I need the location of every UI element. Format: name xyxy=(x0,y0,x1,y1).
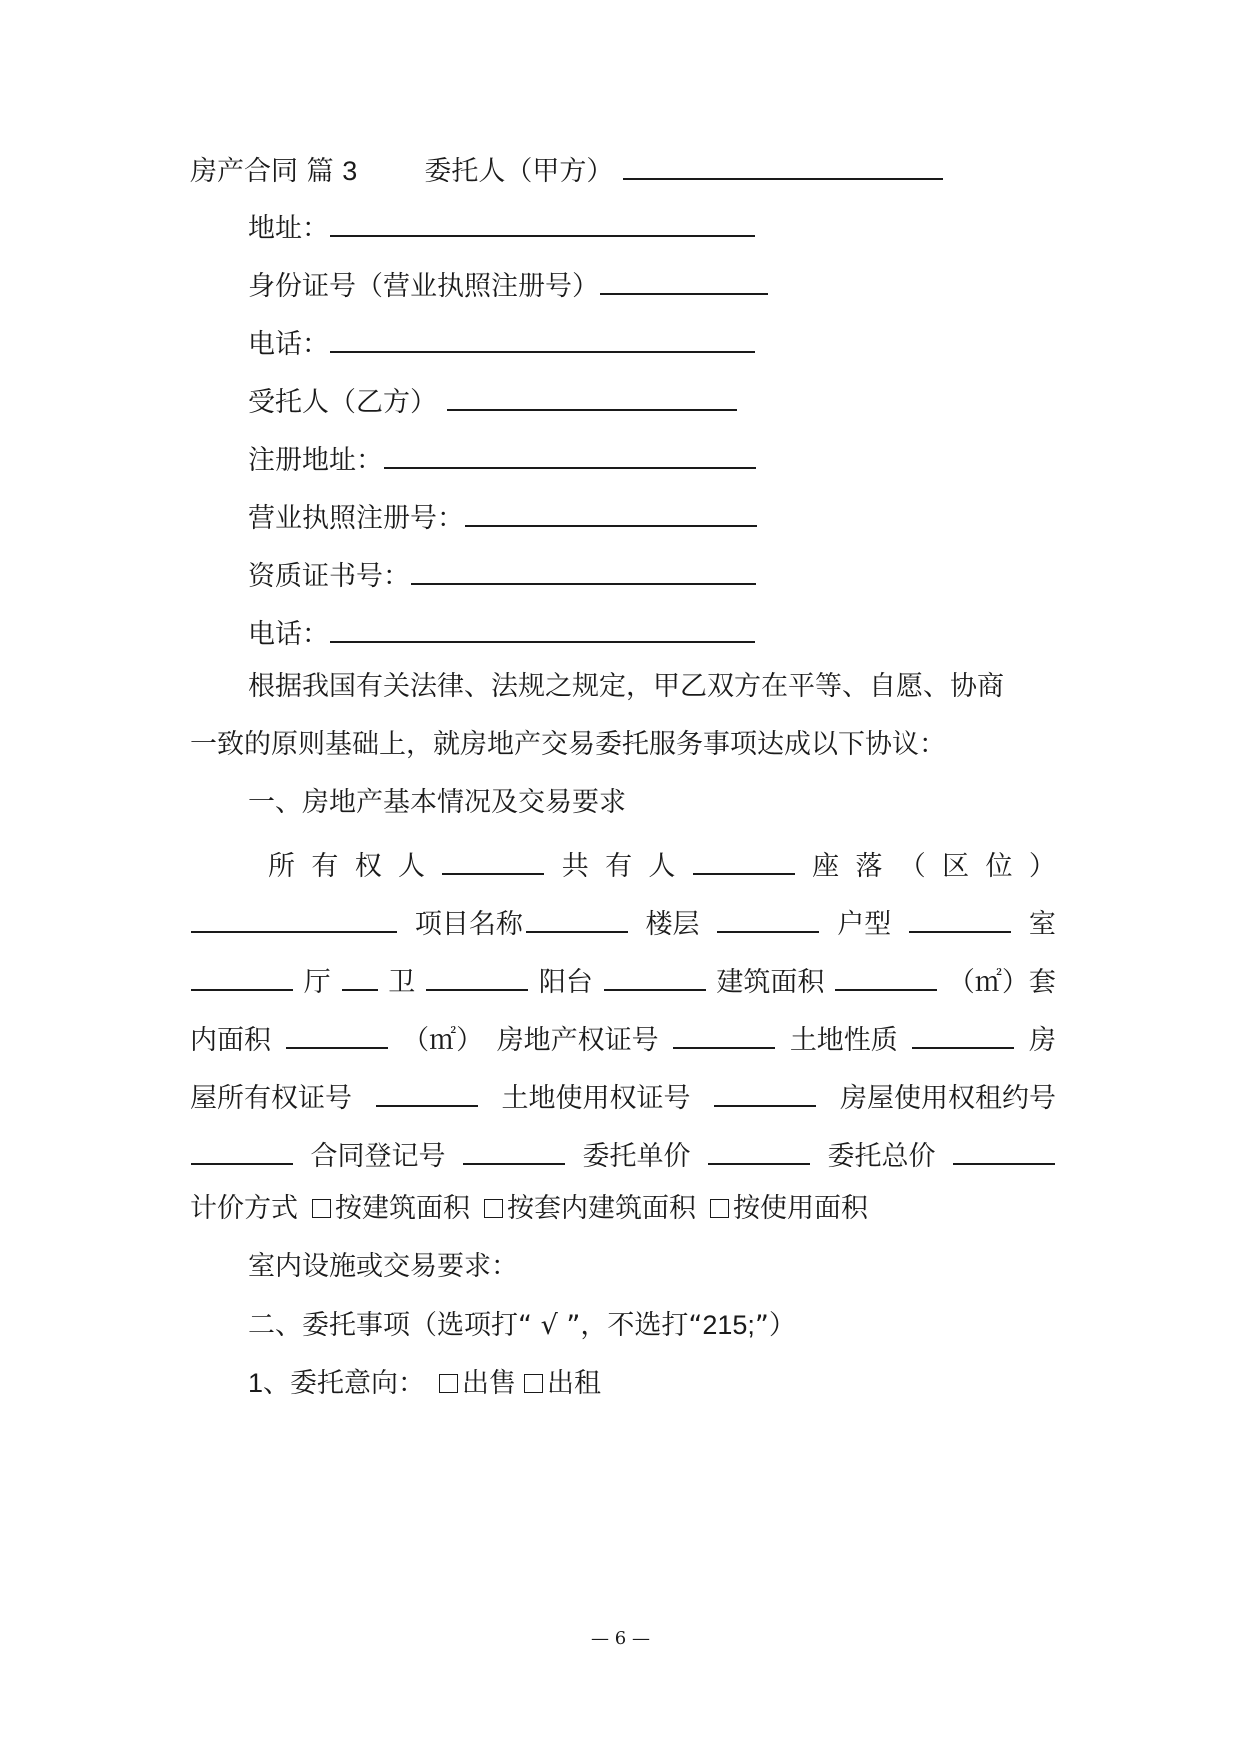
phone-b-label: 电话： xyxy=(248,619,329,650)
section2-title-num: 215; xyxy=(702,1310,755,1340)
lease-number-label: 房屋使用权租约号 xyxy=(840,1083,1056,1114)
phone-b-row xyxy=(248,611,1114,653)
intent-row xyxy=(248,1365,1114,1402)
bath-unit: 卫 xyxy=(388,967,416,998)
id-number-row xyxy=(248,263,1114,305)
reg-address-row xyxy=(248,437,1114,479)
option-label: 按建筑面积 xyxy=(335,1193,470,1224)
word: 人 xyxy=(398,851,426,882)
word: 座 xyxy=(812,851,840,882)
address-blank[interactable] xyxy=(330,205,755,237)
client-blank[interactable] xyxy=(623,148,943,180)
license-blank[interactable] xyxy=(465,495,757,527)
section2-title xyxy=(248,1307,1114,1344)
agent-blank[interactable] xyxy=(447,379,737,411)
cert-blank[interactable] xyxy=(411,553,756,585)
option-label: 出租 xyxy=(547,1368,602,1399)
intent-label: 、委托意向： xyxy=(263,1368,426,1399)
checkbox-usable-area[interactable] xyxy=(710,1199,729,1218)
license-label: 营业执照注册号： xyxy=(248,503,464,534)
id-number-label: 身份证号（营业执照注册号） xyxy=(248,271,599,302)
reg-address-blank[interactable] xyxy=(384,437,756,469)
project-name-label: 项目名称 xyxy=(414,909,523,940)
property-row-4 xyxy=(190,1017,1056,1059)
property-row-3 xyxy=(190,959,1056,1001)
unit-price-label: 委托单价 xyxy=(582,1141,691,1172)
word: 权 xyxy=(354,851,382,882)
facilities-label: 室内设施或交易要求： xyxy=(248,1251,518,1282)
id-number-blank[interactable] xyxy=(600,263,768,295)
word: 有 xyxy=(605,851,633,882)
property-row-2 xyxy=(190,901,1056,943)
area-unit: （㎡） xyxy=(402,1025,484,1056)
house-cert-label: 屋所有权证号 xyxy=(190,1083,352,1114)
land-nature-blank[interactable] xyxy=(912,1017,1014,1049)
balcony-label: 阳台 xyxy=(538,967,593,998)
floor-blank[interactable] xyxy=(717,901,819,933)
unit-price-blank[interactable] xyxy=(708,1133,810,1165)
client-label: 委托人（甲方） xyxy=(424,156,614,187)
property-cert-blank[interactable] xyxy=(673,1017,775,1049)
building-area-blank[interactable] xyxy=(835,959,937,991)
balcony-blank[interactable] xyxy=(426,959,528,991)
property-row-1 xyxy=(268,843,1056,885)
halls-blank[interactable] xyxy=(191,959,293,991)
land-use-cert-label: 土地使用权证号 xyxy=(501,1083,691,1114)
inner-area-blank[interactable] xyxy=(286,1017,388,1049)
preamble-line-1: 根据我国有关法律、法规之规定，甲乙双方在平等、自愿、协商 xyxy=(248,671,1004,702)
room-unit: 室 xyxy=(1028,909,1056,940)
section2-title-end: ”） xyxy=(754,1310,796,1341)
floor-label: 楼层 xyxy=(645,909,700,940)
layout-label: 户型 xyxy=(837,909,892,940)
word: 落 xyxy=(855,851,883,882)
contract-reg-blank[interactable] xyxy=(463,1133,565,1165)
phone-a-row xyxy=(248,321,1114,363)
address-row xyxy=(248,205,1114,247)
checkbox-rent[interactable] xyxy=(524,1374,543,1393)
phone-a-label: 电话： xyxy=(248,329,329,360)
option-label: 按使用面积 xyxy=(733,1193,868,1224)
phone-a-blank[interactable] xyxy=(330,321,755,353)
agent-label: 受托人（乙方） xyxy=(248,387,437,418)
checkbox-building-area[interactable] xyxy=(312,1199,331,1218)
property-cert-label: 房地产权证号 xyxy=(496,1025,659,1056)
building-area-label: 建筑面积 xyxy=(716,967,825,998)
doc-title: 房产合同 篇 xyxy=(190,156,334,187)
hall-unit: 厅 xyxy=(303,967,331,998)
inner-area-label: 内面积 xyxy=(190,1025,271,1056)
co-owner-blank[interactable] xyxy=(693,843,795,875)
address-label: 地址： xyxy=(248,213,329,244)
land-use-cert-blank[interactable] xyxy=(714,1075,816,1107)
pricing-label: 计价方式 xyxy=(190,1193,298,1224)
bath-blank[interactable] xyxy=(342,959,378,991)
doc-number: 3 xyxy=(342,156,358,186)
intent-number: 1 xyxy=(248,1368,264,1398)
section2-title-text: 二、委托事项（选项打“ √ ”，不选打“ xyxy=(248,1310,703,1341)
preamble-line-2: 一致的原则基础上，就房地产交易委托服务事项达成以下协议： xyxy=(190,729,946,760)
contract-reg-label: 合同登记号 xyxy=(310,1141,446,1172)
word: 共 xyxy=(561,851,589,882)
option-label: 出售 xyxy=(462,1368,517,1399)
total-price-blank[interactable] xyxy=(953,1133,1055,1165)
house-cert-blank[interactable] xyxy=(376,1075,478,1107)
total-price-label: 委托总价 xyxy=(827,1141,936,1172)
location-blank[interactable] xyxy=(191,901,397,933)
cert-row xyxy=(248,553,1114,595)
word: 所 xyxy=(268,851,295,882)
header-line xyxy=(190,148,1056,190)
area-unit: （㎡）套 xyxy=(947,967,1056,998)
option-label: 按套内建筑面积 xyxy=(507,1193,696,1224)
lease-number-blank[interactable] xyxy=(191,1133,293,1165)
word: 有 xyxy=(311,851,339,882)
checkbox-inner-area[interactable] xyxy=(484,1199,503,1218)
balcony-value-blank[interactable] xyxy=(604,959,706,991)
section1-title: 一、房地产基本情况及交易要求 xyxy=(248,787,626,818)
word: 房 xyxy=(1028,1025,1056,1056)
owner-blank[interactable] xyxy=(442,843,544,875)
reg-address-label: 注册地址： xyxy=(248,445,383,476)
project-name-blank[interactable] xyxy=(526,901,628,933)
word: 区 xyxy=(942,851,970,882)
word: （ xyxy=(898,851,926,882)
checkbox-sell[interactable] xyxy=(439,1374,458,1393)
word: ） xyxy=(1028,851,1056,882)
property-row-6 xyxy=(190,1133,1056,1175)
pricing-row xyxy=(190,1191,1056,1227)
word: 人 xyxy=(648,851,676,882)
word: 位 xyxy=(985,851,1013,882)
phone-b-blank[interactable] xyxy=(330,611,755,643)
license-row xyxy=(248,495,1114,537)
cert-label: 资质证书号： xyxy=(248,561,410,592)
page-number: — 6 — xyxy=(591,1628,650,1649)
land-nature-label: 土地性质 xyxy=(789,1025,898,1056)
agent-row xyxy=(248,379,1114,421)
rooms-blank[interactable] xyxy=(909,901,1011,933)
property-row-5 xyxy=(190,1075,1056,1117)
